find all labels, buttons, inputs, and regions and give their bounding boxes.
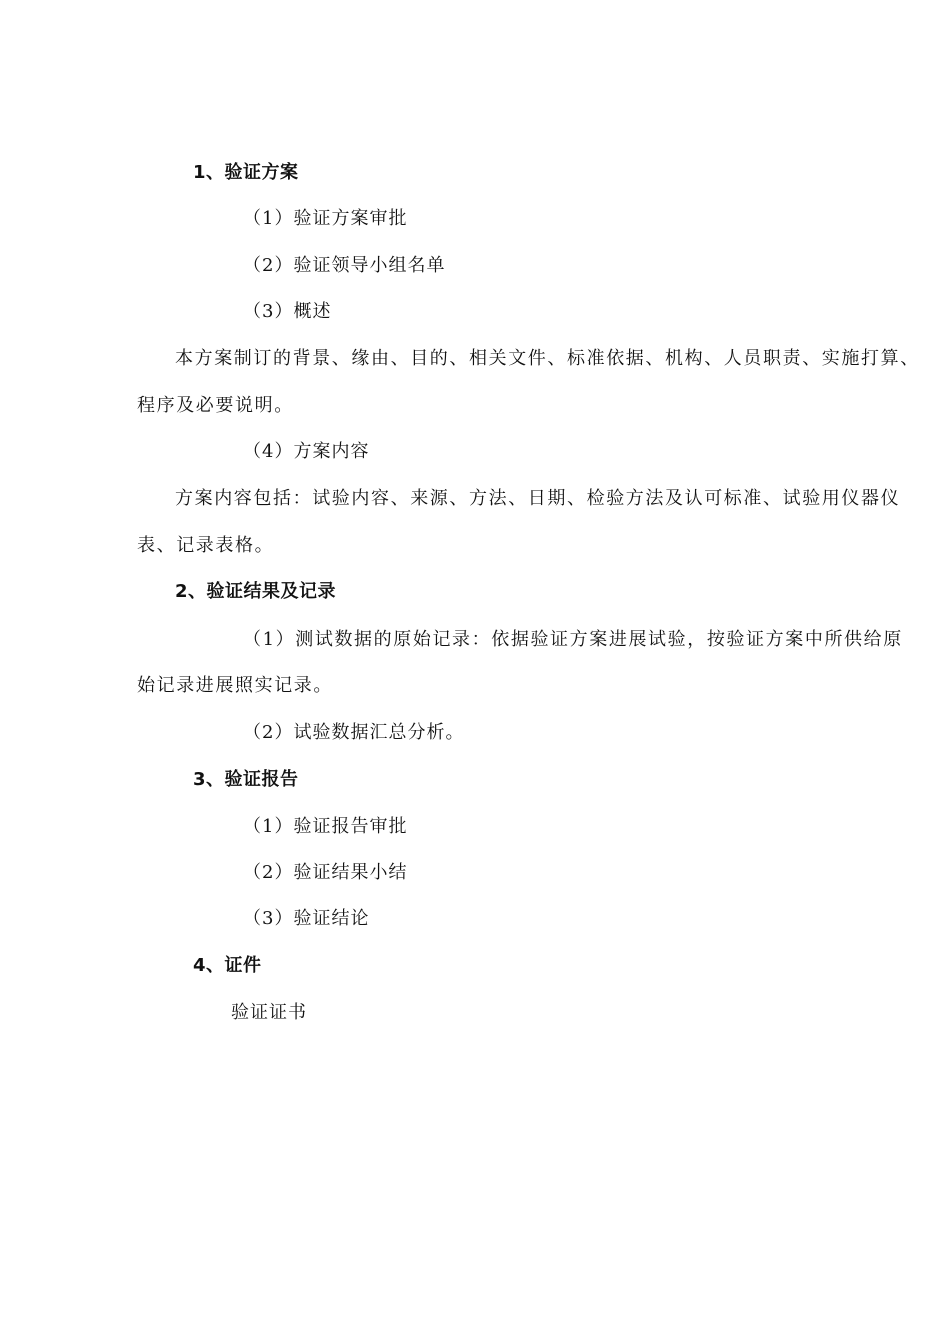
section-2-item-1-line-2: 始记录进展照实记录。 (137, 675, 333, 696)
section-heading-2: 2、验证结果及记录 (175, 581, 337, 602)
section-2-item-2: （2）试验数据汇总分析。 (243, 722, 465, 743)
overview-paragraph-line-1: 本方案制订的背景、缘由、目的、相关文件、标准依据、机构、人员职责、实施打算、 (175, 348, 920, 369)
content-paragraph-line-1: 方案内容包括：试验内容、来源、方法、日期、检验方法及认可标准、试验用仪器仪 (175, 488, 901, 509)
section-1-item-2: （2）验证领导小组名单 (243, 255, 446, 276)
section-heading-3: 3、验证报告 (193, 769, 299, 790)
section-2-item-1-line-1: （1）测试数据的原始记录：依据验证方案进展试验，按验证方案中所供给原 (243, 629, 903, 650)
section-3-item-1: （1）验证报告审批 (243, 816, 408, 837)
section-3-item-3: （3）验证结论 (243, 908, 370, 929)
section-1-item-3: （3）概述 (243, 301, 332, 322)
overview-paragraph-line-2: 程序及必要说明。 (137, 395, 294, 416)
section-1-item-1: （1）验证方案审批 (243, 208, 408, 229)
section-heading-4: 4、证件 (193, 955, 262, 976)
section-4-text: 验证证书 (231, 1002, 307, 1023)
section-3-item-2: （2）验证结果小结 (243, 862, 408, 883)
content-paragraph-line-2: 表、记录表格。 (137, 535, 275, 556)
section-1-item-4: （4）方案内容 (243, 441, 370, 462)
section-heading-1: 1、验证方案 (193, 162, 299, 183)
